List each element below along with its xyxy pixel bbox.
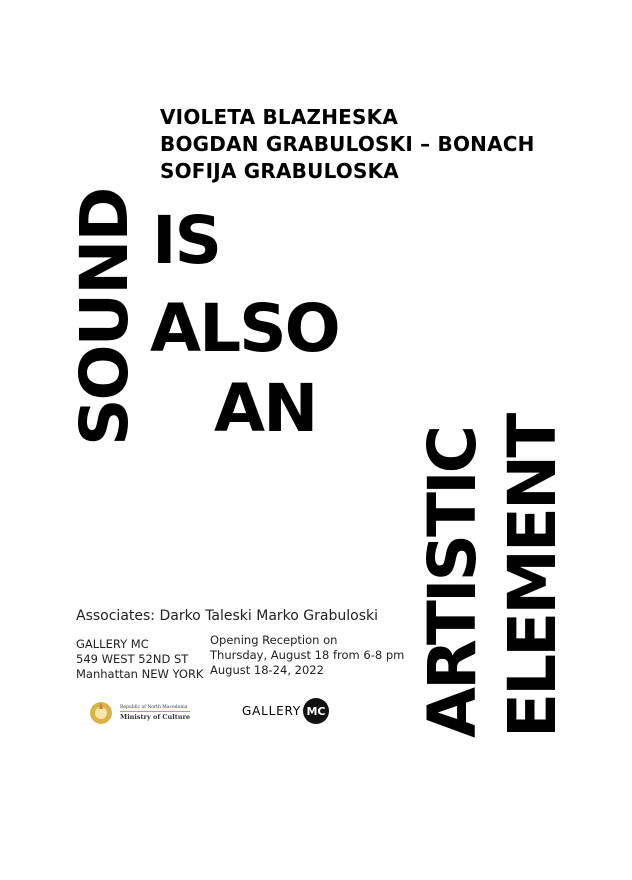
artist-name: SOFIJA GRABULOSKA — [160, 159, 399, 183]
gallery-logo-word: GALLERY — [242, 704, 301, 718]
artist-name: VIOLETA BLAZHESKA — [160, 105, 399, 129]
venue-street: 549 WEST 52ND ST — [76, 652, 189, 666]
reception-line: Opening Reception on — [210, 633, 338, 647]
title-word-element: ELEMENT — [494, 415, 571, 738]
venue-name: GALLERY MC — [76, 637, 149, 651]
ministry-line2: Ministry of Culture — [120, 713, 191, 721]
title-word-artistic: ARTISTIC — [414, 427, 491, 738]
ministry-line1: Republic of North Macedonia — [120, 705, 188, 710]
mc-mark-icon: MC — [303, 698, 329, 724]
artist-name: BOGDAN GRABULOSKI – BONACH — [160, 132, 535, 156]
associates-text: Associates: Darko Taleski Marko Grabuloski — [76, 608, 378, 624]
ministry-logo — [88, 700, 190, 726]
coat-of-arms-icon — [88, 700, 114, 726]
reception-line: Thursday, August 18 from 6-8 pm — [210, 648, 405, 662]
title-word-sound: SOUND — [66, 188, 143, 446]
ministry-text — [120, 705, 190, 721]
venue-block — [76, 637, 203, 682]
title-word-is: IS — [152, 202, 221, 279]
gallery-mc-logo — [242, 698, 329, 724]
artist-list — [160, 104, 535, 185]
title-word-also: ALSO — [150, 290, 339, 367]
reception-block — [210, 633, 404, 678]
title-word-an: AN — [214, 370, 317, 447]
reception-line: August 18-24, 2022 — [210, 663, 324, 677]
venue-city: Manhattan NEW YORK — [76, 667, 204, 681]
